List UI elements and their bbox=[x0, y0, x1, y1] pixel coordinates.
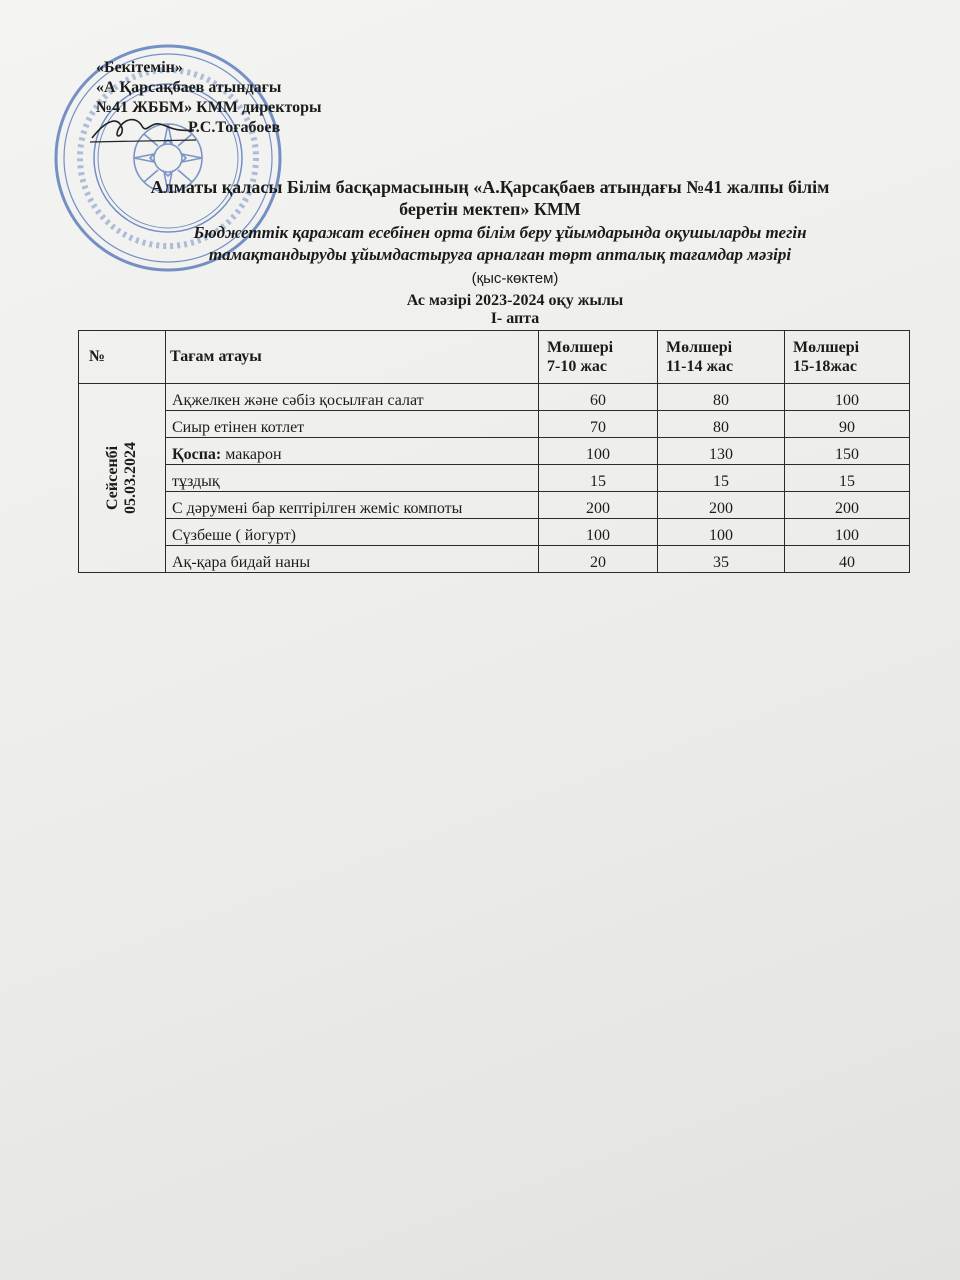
dish-label: макарон bbox=[221, 446, 282, 463]
table-row bbox=[79, 492, 910, 519]
header-number: № bbox=[79, 331, 166, 384]
signer-name: Р.С.Тоғабоев bbox=[188, 119, 281, 136]
portion-11-14: 80 bbox=[658, 384, 785, 411]
title-line-1: Алматы қаласы Білім басқармасының «А.Қарсақбаев атындағы №41 жалпы білім bbox=[150, 177, 830, 197]
portion-7-10: 15 bbox=[539, 465, 658, 492]
subtitle-line-1: Бюджеттік қаражат есебінен орта білім беру ұйымдарында оқушыларды тегін bbox=[193, 223, 807, 242]
document-subtitle bbox=[70, 222, 930, 266]
header-q1-label: Мөлшері bbox=[547, 339, 614, 356]
season-label: (қыс-көктем) bbox=[471, 270, 559, 287]
approval-position: №41 ЖББМ» КММ директоры bbox=[96, 99, 322, 116]
approval-school: «А Қарсақбаев атындағы bbox=[96, 79, 282, 96]
table-header-row bbox=[79, 331, 910, 384]
day-date: 05.03.2024 bbox=[122, 442, 139, 514]
document-title bbox=[70, 176, 910, 220]
portion-7-10: 100 bbox=[539, 438, 658, 465]
portion-15-18: 40 bbox=[785, 546, 910, 573]
day-name: Сейсенбі bbox=[104, 445, 121, 511]
dish-name bbox=[166, 438, 539, 465]
portion-15-18: 15 bbox=[785, 465, 910, 492]
header-portion-15-18 bbox=[785, 331, 910, 384]
dish-name bbox=[166, 411, 539, 438]
dish-label: С дәрумені бар кептірілген жеміс компоты bbox=[172, 500, 463, 517]
dish-label: Ақжелкен және сәбіз қосылған салат bbox=[172, 392, 424, 409]
dish-label: тұздық bbox=[172, 473, 220, 490]
dish-label: Ақ-қара бидай наны bbox=[172, 554, 311, 571]
header-q2-age: 11-14 жас bbox=[666, 358, 734, 375]
portion-15-18: 90 bbox=[785, 411, 910, 438]
dish-name bbox=[166, 384, 539, 411]
portion-11-14: 80 bbox=[658, 411, 785, 438]
portion-15-18: 100 bbox=[785, 384, 910, 411]
title-line-2: беретін мектеп» КММ bbox=[399, 199, 581, 219]
portion-7-10: 200 bbox=[539, 492, 658, 519]
table-row bbox=[79, 519, 910, 546]
portion-11-14: 200 bbox=[658, 492, 785, 519]
dish-label: Сиыр етінен котлет bbox=[172, 419, 305, 436]
header-q1-age: 7-10 жас bbox=[547, 358, 608, 375]
subtitle-line-2: тамақтандыруды ұйымдастыруға арналған төрт апталық тағамдар мәзірі bbox=[208, 245, 792, 264]
handwritten-signature bbox=[88, 110, 198, 150]
dish-name bbox=[166, 492, 539, 519]
school-year: Ас мәзірі 2023-2024 оқу жылы bbox=[406, 292, 624, 309]
portion-11-14: 130 bbox=[658, 438, 785, 465]
portion-11-14: 35 bbox=[658, 546, 785, 573]
day-cell bbox=[79, 384, 166, 573]
dish-label: Сүзбеше ( йогурт) bbox=[172, 527, 297, 544]
portion-11-14: 100 bbox=[658, 519, 785, 546]
header-dish-name: Тағам атауы bbox=[166, 331, 539, 384]
portion-7-10: 20 bbox=[539, 546, 658, 573]
portion-15-18: 150 bbox=[785, 438, 910, 465]
portion-7-10: 70 bbox=[539, 411, 658, 438]
portion-15-18: 100 bbox=[785, 519, 910, 546]
table-row bbox=[79, 411, 910, 438]
dish-name bbox=[166, 519, 539, 546]
dish-name bbox=[166, 546, 539, 573]
portion-11-14: 15 bbox=[658, 465, 785, 492]
portion-15-18: 200 bbox=[785, 492, 910, 519]
table-row bbox=[79, 546, 910, 573]
table-row bbox=[79, 384, 910, 411]
header-portion-7-10 bbox=[539, 331, 658, 384]
header-q3-label: Мөлшері bbox=[793, 339, 860, 356]
table-row bbox=[79, 465, 910, 492]
menu-table bbox=[78, 330, 910, 573]
table-row bbox=[79, 438, 910, 465]
week-label: І- апта bbox=[490, 310, 540, 327]
header-q3-age: 15-18жас bbox=[793, 358, 858, 375]
portion-7-10: 60 bbox=[539, 384, 658, 411]
header-portion-11-14 bbox=[658, 331, 785, 384]
header-q2-label: Мөлшері bbox=[666, 339, 733, 356]
portion-7-10: 100 bbox=[539, 519, 658, 546]
dish-name bbox=[166, 465, 539, 492]
approval-title: «Бекітемін» bbox=[96, 59, 183, 76]
dish-prefix: Қоспа: bbox=[172, 446, 222, 463]
